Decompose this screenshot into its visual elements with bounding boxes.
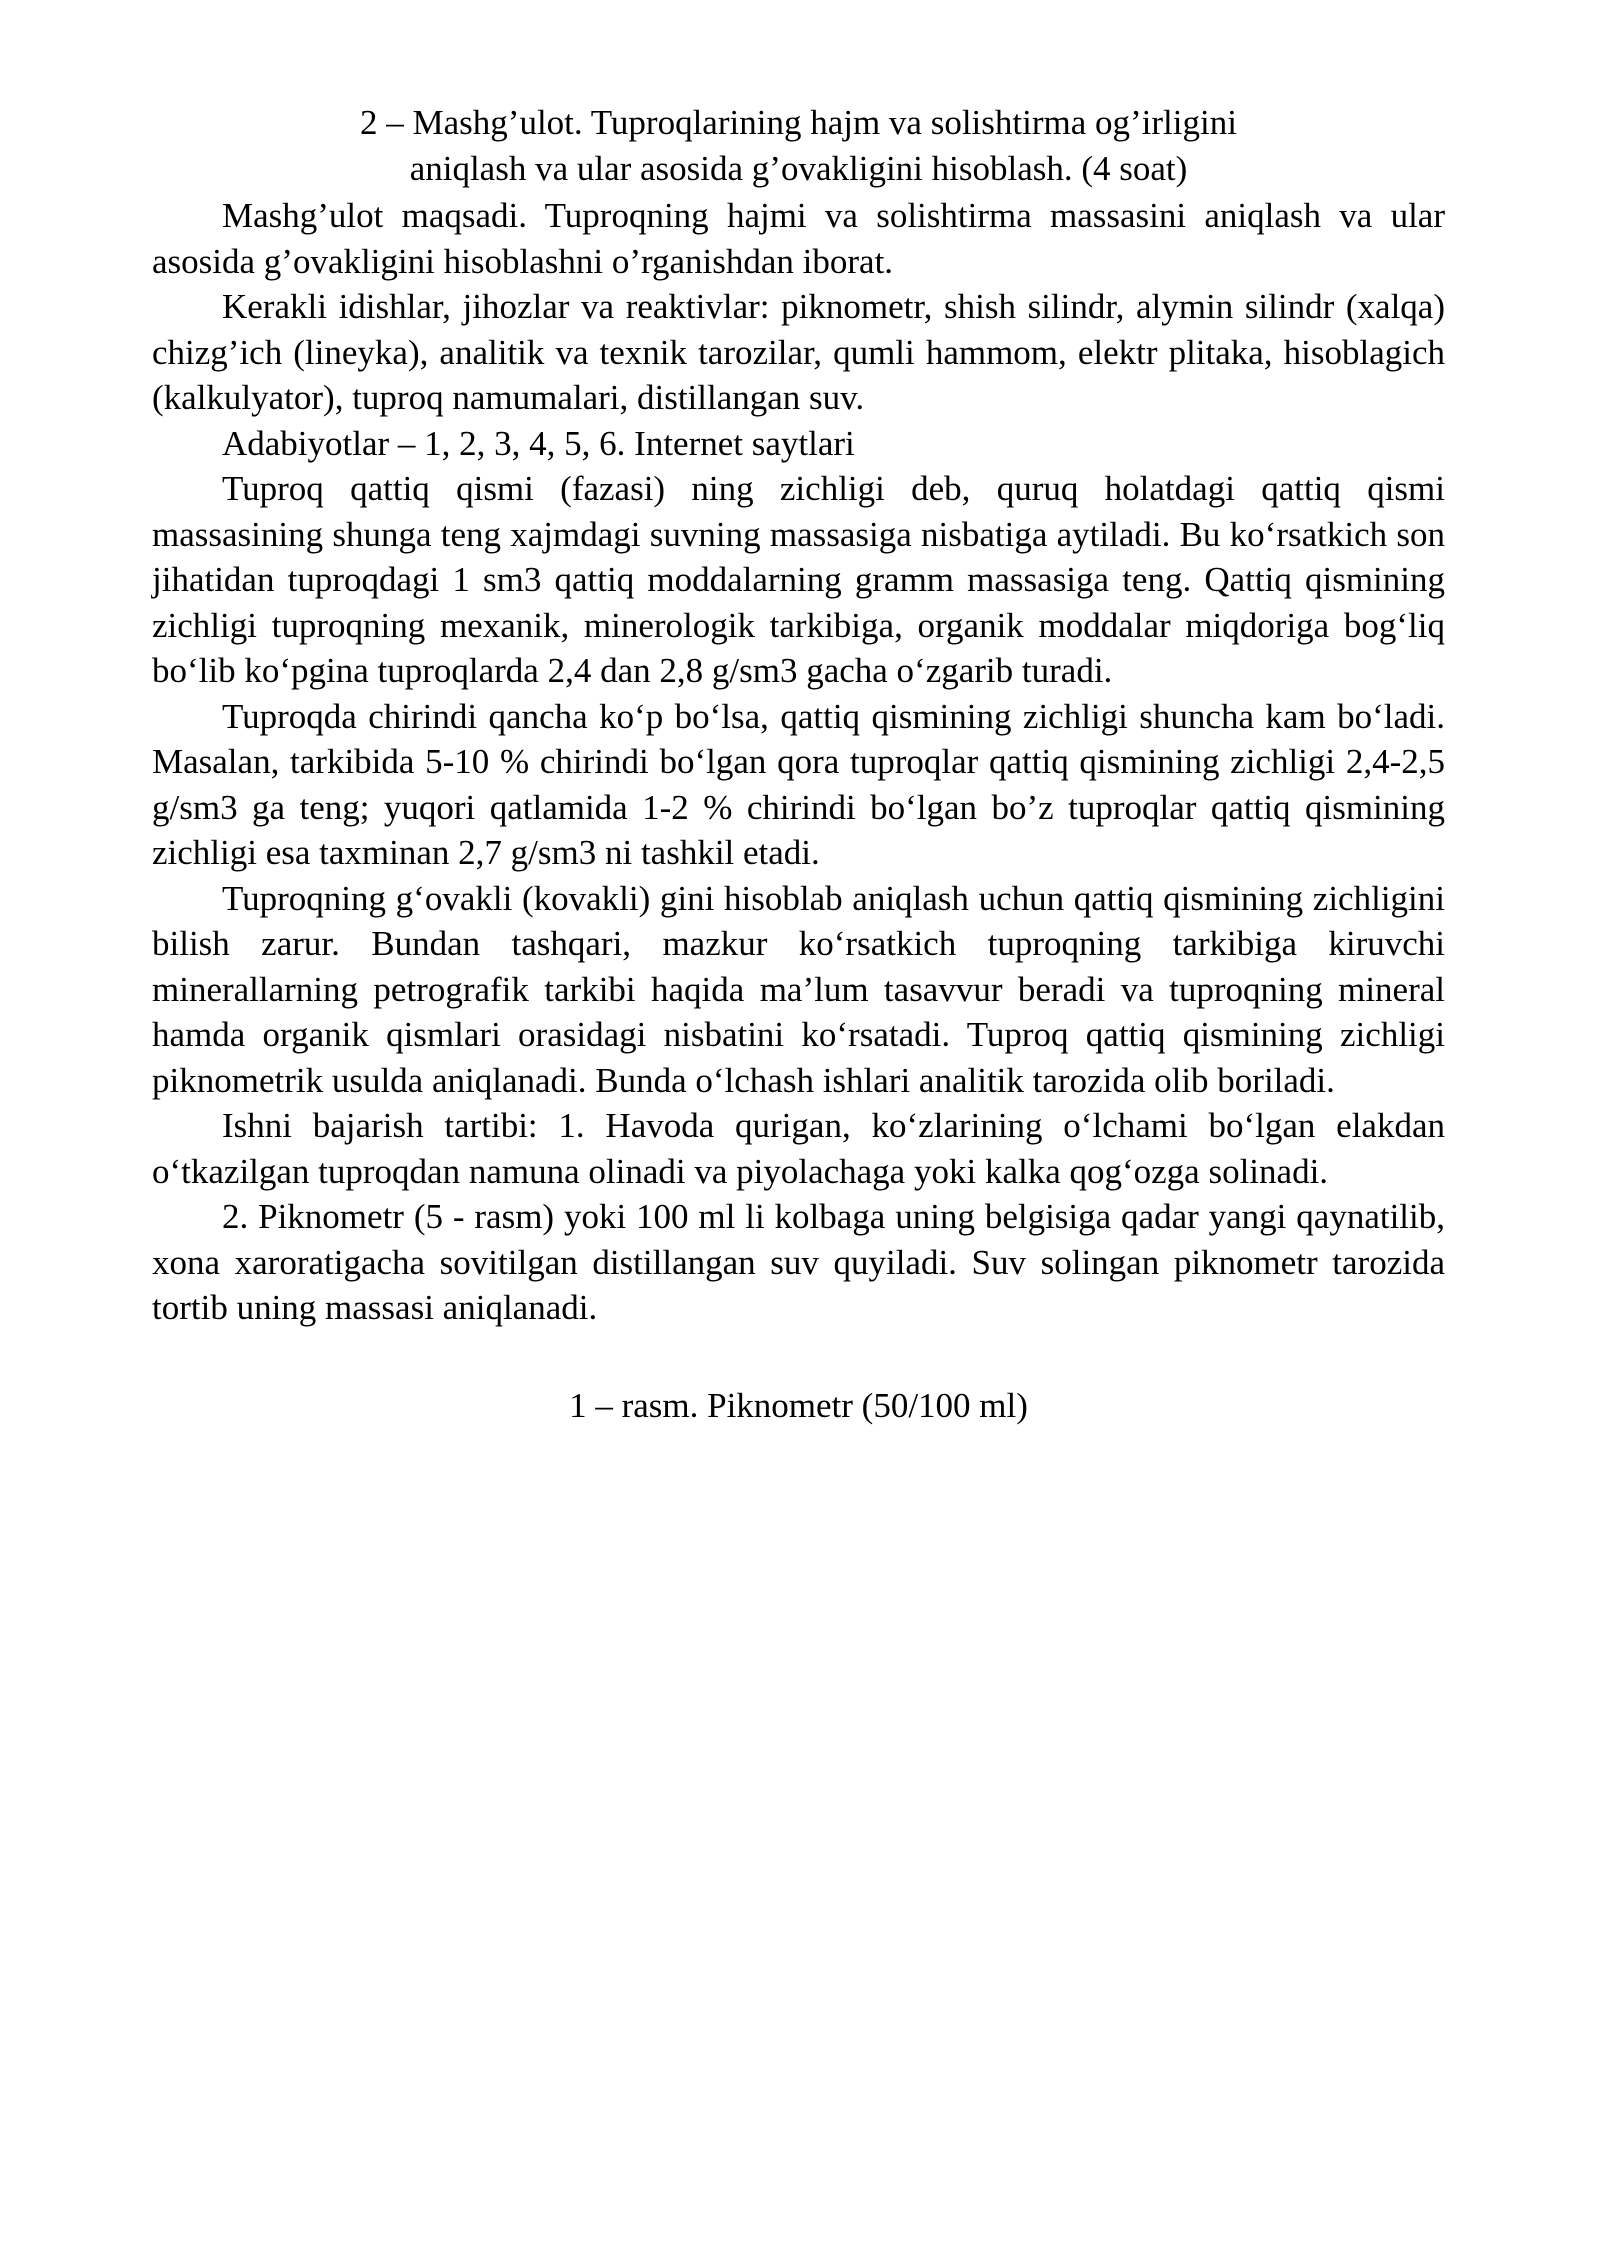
- paragraph-qattiq-qismi-zichligi: Tuproq qattiq qismi (fazasi) ning zichligi deb, quruq holatdagi qattiq qismi massasining shunga teng xajmdagi suvning massasiga nisbatiga aytiladi. Bu koʻrsatkich son jihatidan tuproqdagi 1 sm3 qattiq moddalarning gramm massasiga teng. Qattiq qismining zichligi tuproqning mexanik, minerologik tarkibiga, organik moddalar miqdoriga bogʻliq boʻlib koʻpgina tuproqlarda 2,4 dan 2,8 g/sm3 gacha oʻzgarib turadi.: [152, 469, 1445, 690]
- paragraph-adabiyotlar: Adabiyotlar – 1, 2, 3, 4, 5, 6. Internet saytlari: [222, 423, 855, 463]
- page-title-line-1: 2 – Mashg’ulot. Tuproqlarining hajm va solishtirma og’irligini: [360, 103, 1237, 142]
- paragraph-kerakli-idishlar: Kerakli idishlar, jihozlar va reaktivlar: piknometr, shish silindr, alymin silindr (xalqa) chizg’ich (lineyka), analitik va texnik tarozilar, qumli hammom, elektr plitaka, hisoblagich (kalkulyator), tuproq namumalari, distillangan suv.: [152, 287, 1445, 417]
- page-title: [152, 100, 1445, 191]
- figure-caption: 1 – rasm. Piknometr (50/100 ml): [569, 1385, 1028, 1425]
- paragraph-maqsadi: Mashg’ulot maqsadi. Tuproqning hajmi va solishtirma massasini aniqlash va ular asosida g’ovakligini hisoblashni o’rganishdan iborat.: [152, 196, 1445, 281]
- paragraph-ishni-bajarish: Ishni bajarish tartibi: 1. Havoda qurigan, koʻzlarining oʻlchami boʻlgan elakdan oʻtkazilgan tuproqdan namuna olinadi va piyolachaga yoki kalka qogʻozga solinadi.: [152, 1106, 1445, 1191]
- page-title-line-2: aniqlash va ular asosida g’ovakligini hisoblash. (4 soat): [409, 148, 1188, 188]
- paragraph-piknometr-step2: 2. Piknometr (5 - rasm) yoki 100 ml li kolbaga uning belgisiga qadar yangi qaynatilib, xona xaroratigacha sovitilgan distillangan suv quyiladi. Suv solingan piknometr tarozida tortib uning massasi aniqlanadi.: [152, 1197, 1445, 1327]
- paragraph-govakli: Tuproqning gʻovakli (kovakli) gini hisoblab aniqlash uchun qattiq qismining zichligini bilish zarur. Bundan tashqari, mazkur koʻrsatkich tuproqning tarkibiga kiruvchi minerallarning petrografik tarkibi haqida ma’lum tasavvur beradi va tuproqning mineral hamda organik qismlari orasidagi nisbatini koʻrsatadi. Tuproq qattiq qismining zichligi piknometrik usulda aniqlanadi. Bunda oʻlchash ishlari analitik tarozida olib boriladi.: [152, 878, 1445, 1100]
- paragraph-chirindi: Tuproqda chirindi qancha koʻp boʻlsa, qattiq qismining zichligi shuncha kam boʻladi. Masalan, tarkibida 5-10 % chirindi boʻlgan qora tuproqlar qattiq qismining zichligi 2,4-2,5 g/sm3 ga teng; yuqori qatlamida 1-2 % chirindi boʻlgan bo’z tuproqlar qattiq qismining zichligi esa taxminan 2,7 g/sm3 ni tashkil etadi.: [152, 696, 1445, 872]
